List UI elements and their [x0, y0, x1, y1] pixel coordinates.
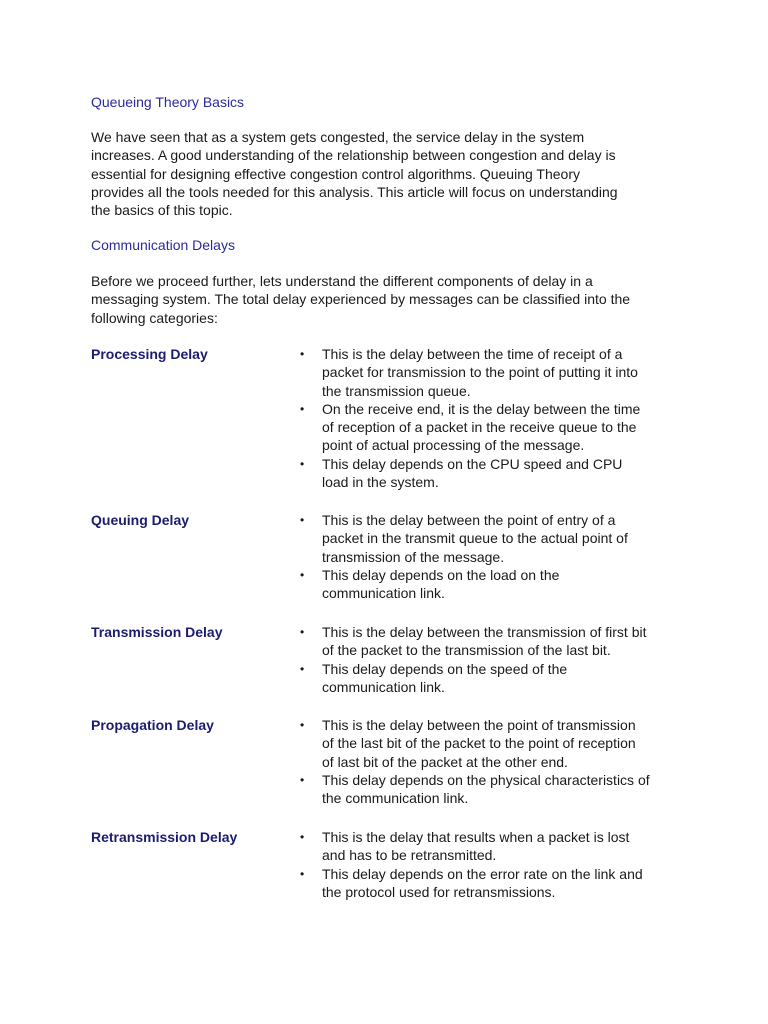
- bullet-line: of the last bit of the packet to the point of reception: [322, 735, 636, 752]
- delay-bullet-list: [300, 345, 640, 491]
- bullet-line: of last bit of the packet at the other end.: [322, 753, 568, 770]
- bullet-line: This is the delay between the point of entry of a: [322, 512, 616, 528]
- bullet-item: [300, 660, 646, 697]
- bullet-item: [300, 511, 628, 566]
- bullet-item: [300, 623, 646, 660]
- bullet-item: [300, 455, 640, 492]
- bullet-line: communication link.: [322, 585, 445, 602]
- intro-paragraph: [91, 128, 691, 219]
- bullet-line: of the packet to the transmission of the last bit.: [322, 642, 611, 659]
- section-intro-line: Before we proceed further, lets understand the different components of delay in a: [91, 273, 593, 289]
- intro-line: the basics of this topic.: [91, 202, 233, 219]
- bullet-dot-icon: •: [300, 772, 305, 787]
- bullet-line: This is the delay between the point of transmission: [322, 717, 636, 733]
- delay-bullet-list: [300, 716, 650, 807]
- bullet-line: transmission of the message.: [322, 548, 505, 565]
- section-intro-line: messaging system. The total delay experienced by messages can be classified into the: [91, 291, 631, 308]
- bullet-dot-icon: •: [300, 401, 305, 416]
- bullet-line: point of actual processing of the message.: [322, 437, 585, 454]
- bullet-item: [300, 345, 640, 400]
- delay-name: Retransmission Delay: [91, 829, 238, 845]
- intro-line: We have seen that as a system gets congested, the service delay in the system: [91, 129, 585, 145]
- bullet-dot-icon: •: [300, 661, 305, 676]
- bullet-line: This is the delay between the transmission of first bit: [322, 624, 647, 640]
- bullet-item: [300, 716, 650, 771]
- bullet-item: [300, 771, 650, 808]
- bullet-line: communication link.: [322, 678, 445, 695]
- bullet-line: the communication link.: [322, 790, 469, 807]
- bullet-dot-icon: •: [300, 866, 305, 881]
- section-intro-paragraph: [91, 272, 691, 327]
- bullet-dot-icon: •: [300, 830, 305, 844]
- bullet-line: load in the system.: [322, 474, 439, 491]
- bullet-line: packet in the transmit queue to the actual point of: [322, 530, 628, 547]
- bullet-item: [300, 865, 643, 902]
- bullet-dot-icon: •: [300, 456, 305, 471]
- bullet-dot-icon: •: [300, 347, 305, 361]
- bullet-line: This is the delay between the time of receipt of a: [322, 346, 623, 362]
- section-title: Communication Delays: [91, 237, 235, 253]
- bullet-line: This delay depends on the physical characteristics of: [322, 771, 650, 788]
- bullet-dot-icon: •: [300, 718, 305, 732]
- delay-name: Transmission Delay: [91, 624, 223, 640]
- bullet-dot-icon: •: [300, 513, 305, 527]
- bullet-line: On the receive end, it is the delay between the time: [322, 400, 641, 417]
- delay-bullet-list: [300, 511, 628, 602]
- delay-name: Propagation Delay: [91, 717, 214, 733]
- bullet-line: the transmission queue.: [322, 382, 471, 399]
- bullet-line: This delay depends on the CPU speed and CPU: [322, 455, 623, 472]
- bullet-line: This delay depends on the load on the: [322, 566, 560, 583]
- bullet-item: [300, 400, 640, 455]
- intro-line: essential for designing effective congestion control algorithms. Queuing Theory: [91, 165, 580, 182]
- bullet-line: This delay depends on the speed of the: [322, 660, 568, 677]
- bullet-line: of reception of a packet in the receive queue to the: [322, 419, 637, 436]
- delay-name: Processing Delay: [91, 346, 208, 362]
- page-title: Queueing Theory Basics: [91, 94, 245, 110]
- delay-bullet-list: [300, 623, 646, 696]
- delay-name: Queuing Delay: [91, 512, 190, 528]
- bullet-dot-icon: •: [300, 625, 305, 639]
- bullet-line: This is the delay that results when a packet is lost: [322, 829, 630, 845]
- bullet-dot-icon: •: [300, 567, 305, 582]
- bullet-line: packet for transmission to the point of putting it into: [322, 364, 638, 381]
- bullet-line: and has to be retransmitted.: [322, 847, 497, 864]
- delay-bullet-list: [300, 828, 643, 901]
- bullet-item: [300, 828, 643, 865]
- section-intro-line: following categories:: [91, 309, 218, 326]
- intro-line: increases. A good understanding of the relationship between congestion and delay is: [91, 147, 616, 164]
- bullet-line: This delay depends on the error rate on the link and: [322, 865, 643, 882]
- bullet-item: [300, 566, 628, 603]
- intro-line: provides all the tools needed for this analysis. This article will focus on understanding: [91, 183, 618, 200]
- bullet-line: the protocol used for retransmissions.: [322, 883, 556, 900]
